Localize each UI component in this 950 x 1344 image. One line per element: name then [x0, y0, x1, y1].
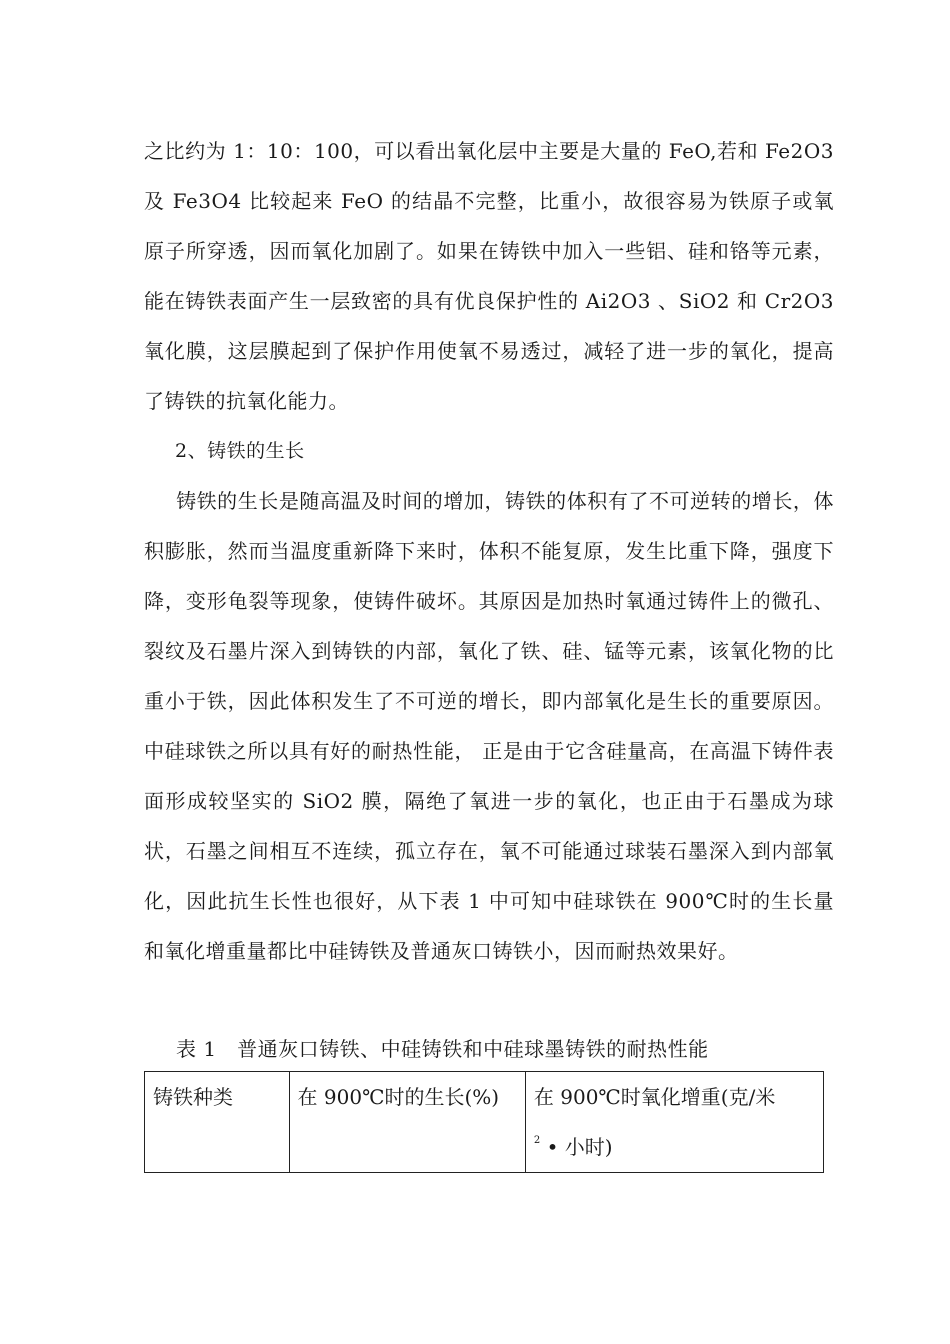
superscript-two: 2 — [533, 1135, 541, 1146]
header-oxidation-main: 在 900℃时氧化增重(克/米 — [533, 1085, 776, 1109]
header-oxidation-tail: • 小时) — [546, 1135, 613, 1159]
section-heading: 2、铸铁的生长 — [175, 440, 305, 462]
header-growth: 在 900℃时的生长(%) — [289, 1072, 525, 1173]
table-row — [145, 1072, 824, 1173]
paragraph-growth — [144, 476, 834, 976]
table-caption: 表 1 普通灰口铸铁、中硅铸铁和中硅球墨铸铁的耐热性能 — [176, 1037, 709, 1061]
paragraph-text: 之比约为 1：10：100，可以看出氧化层中主要是大量的 FeO,若和 Fe2O3 及 Fe3O4 比较起来 FeO 的结晶不完整，比重小，故很容易为铁原子或氧原子所穿透，因而氧化加剧了。如果在铸铁中加入一些铝、硅和铬等元素，能在铸铁表面产生一层致密的具有优良保护性的 Ai2O3 、SiO2 和 Cr2O3 氧化膜，这层膜起到了保护作用使氧不易透过，减轻了进一步的氧化，提高了铸铁的抗氧化能力。 — [144, 139, 834, 413]
header-oxidation-weight-gain — [525, 1072, 823, 1173]
paragraph-oxidation — [144, 126, 834, 426]
paragraph-text — [144, 476, 834, 976]
paragraph-body: 铸铁的生长是随高温及时间的增加，铸铁的体积有了不可逆转的增长，体积膨胀，然而当温度重新降下来时，体积不能复原，发生比重下降，强度下降，变形龟裂等现象，使铸件破坏。其原因是加热时氧通过铸件上的微孔、裂纹及石墨片深入到铸铁的内部，氧化了铁、硅、锰等元素，该氧化物的比重小于铁，因此体积发生了不可逆的增长，即内部氧化是生长的重要原因。中硅球铁之所以具有好的耐热性能， 正是由于它含硅量高，在高温下铸件表面形成较坚实的 SiO2 膜，隔绝了氧进一步的氧化，也正由于石墨成为球状，石墨之间相互不连续，孤立存在，氧不可能通过球装石墨深入到内部氧化，因此抗生长性也很好，从下表 1 中可知中硅球铁在 900℃时的生长量和氧化增重量都比中硅铸铁及普通灰口铸铁小，因而耐热效果好。 — [144, 489, 834, 963]
heat-resistance-table — [144, 1071, 824, 1173]
header-cast-iron-type: 铸铁种类 — [145, 1072, 290, 1173]
